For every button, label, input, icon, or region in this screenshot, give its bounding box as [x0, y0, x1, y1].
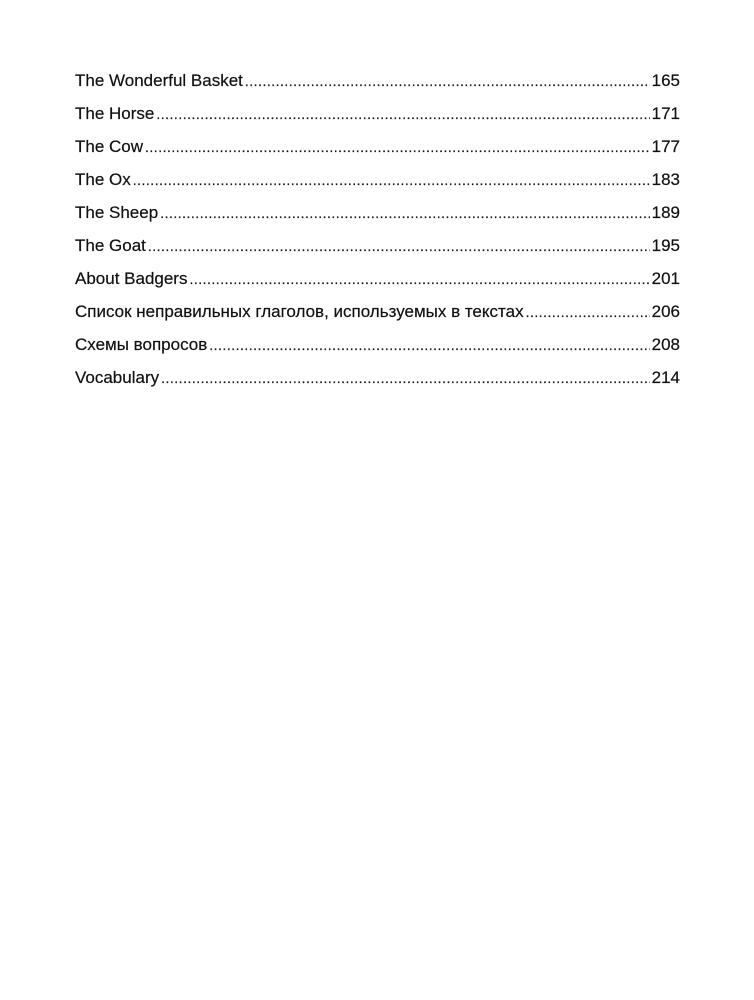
toc-dot-leader	[160, 197, 649, 230]
toc-entry-ox[interactable]	[75, 163, 680, 196]
toc-entry-title: The Goat	[75, 236, 146, 255]
toc-entry-title: The Horse	[75, 104, 155, 123]
toc-entry-page: 208	[651, 335, 680, 354]
toc-entry-title: About Badgers	[75, 269, 188, 288]
toc-entry-wonderful-basket[interactable]	[75, 64, 680, 97]
toc-entry-about-badgers[interactable]	[75, 262, 680, 295]
toc-dot-leader	[156, 98, 649, 131]
toc-dot-leader	[526, 296, 650, 329]
toc-entry-page: 214	[651, 368, 680, 387]
toc-entry-page: 189	[651, 203, 680, 222]
toc-entry-page: 177	[651, 137, 680, 156]
toc-dot-leader	[148, 230, 650, 263]
toc-entry-title: The Ox	[75, 170, 131, 189]
toc-dot-leader	[145, 131, 650, 164]
table-of-contents	[75, 64, 680, 394]
toc-entry-sheep[interactable]	[75, 196, 680, 229]
toc-entry-irregular-verbs[interactable]	[75, 295, 680, 328]
toc-dot-leader	[189, 263, 649, 296]
toc-entry-vocabulary[interactable]	[75, 361, 680, 394]
toc-entry-horse[interactable]	[75, 97, 680, 130]
toc-dot-leader	[209, 329, 649, 362]
toc-entry-page: 165	[651, 71, 680, 90]
toc-entry-title: Схемы вопросов	[75, 335, 208, 354]
toc-entry-cow[interactable]	[75, 130, 680, 163]
toc-entry-title: Vocabulary	[75, 368, 160, 387]
toc-dot-leader	[133, 164, 650, 197]
toc-entry-goat[interactable]	[75, 229, 680, 262]
toc-entry-title: The Cow	[75, 137, 144, 156]
toc-entry-page: 195	[651, 236, 680, 255]
toc-entry-title: Список неправильных глаголов, используемых в текстах	[75, 302, 524, 321]
toc-entry-page: 171	[651, 104, 680, 123]
toc-entry-question-schemes[interactable]	[75, 328, 680, 361]
toc-dot-leader	[161, 362, 650, 395]
toc-entry-title: The Wonderful Basket	[75, 71, 243, 90]
toc-entry-page: 206	[651, 302, 680, 321]
toc-entry-title: The Sheep	[75, 203, 159, 222]
toc-entry-page: 183	[651, 170, 680, 189]
toc-entry-page: 201	[651, 269, 680, 288]
toc-dot-leader	[245, 65, 650, 98]
